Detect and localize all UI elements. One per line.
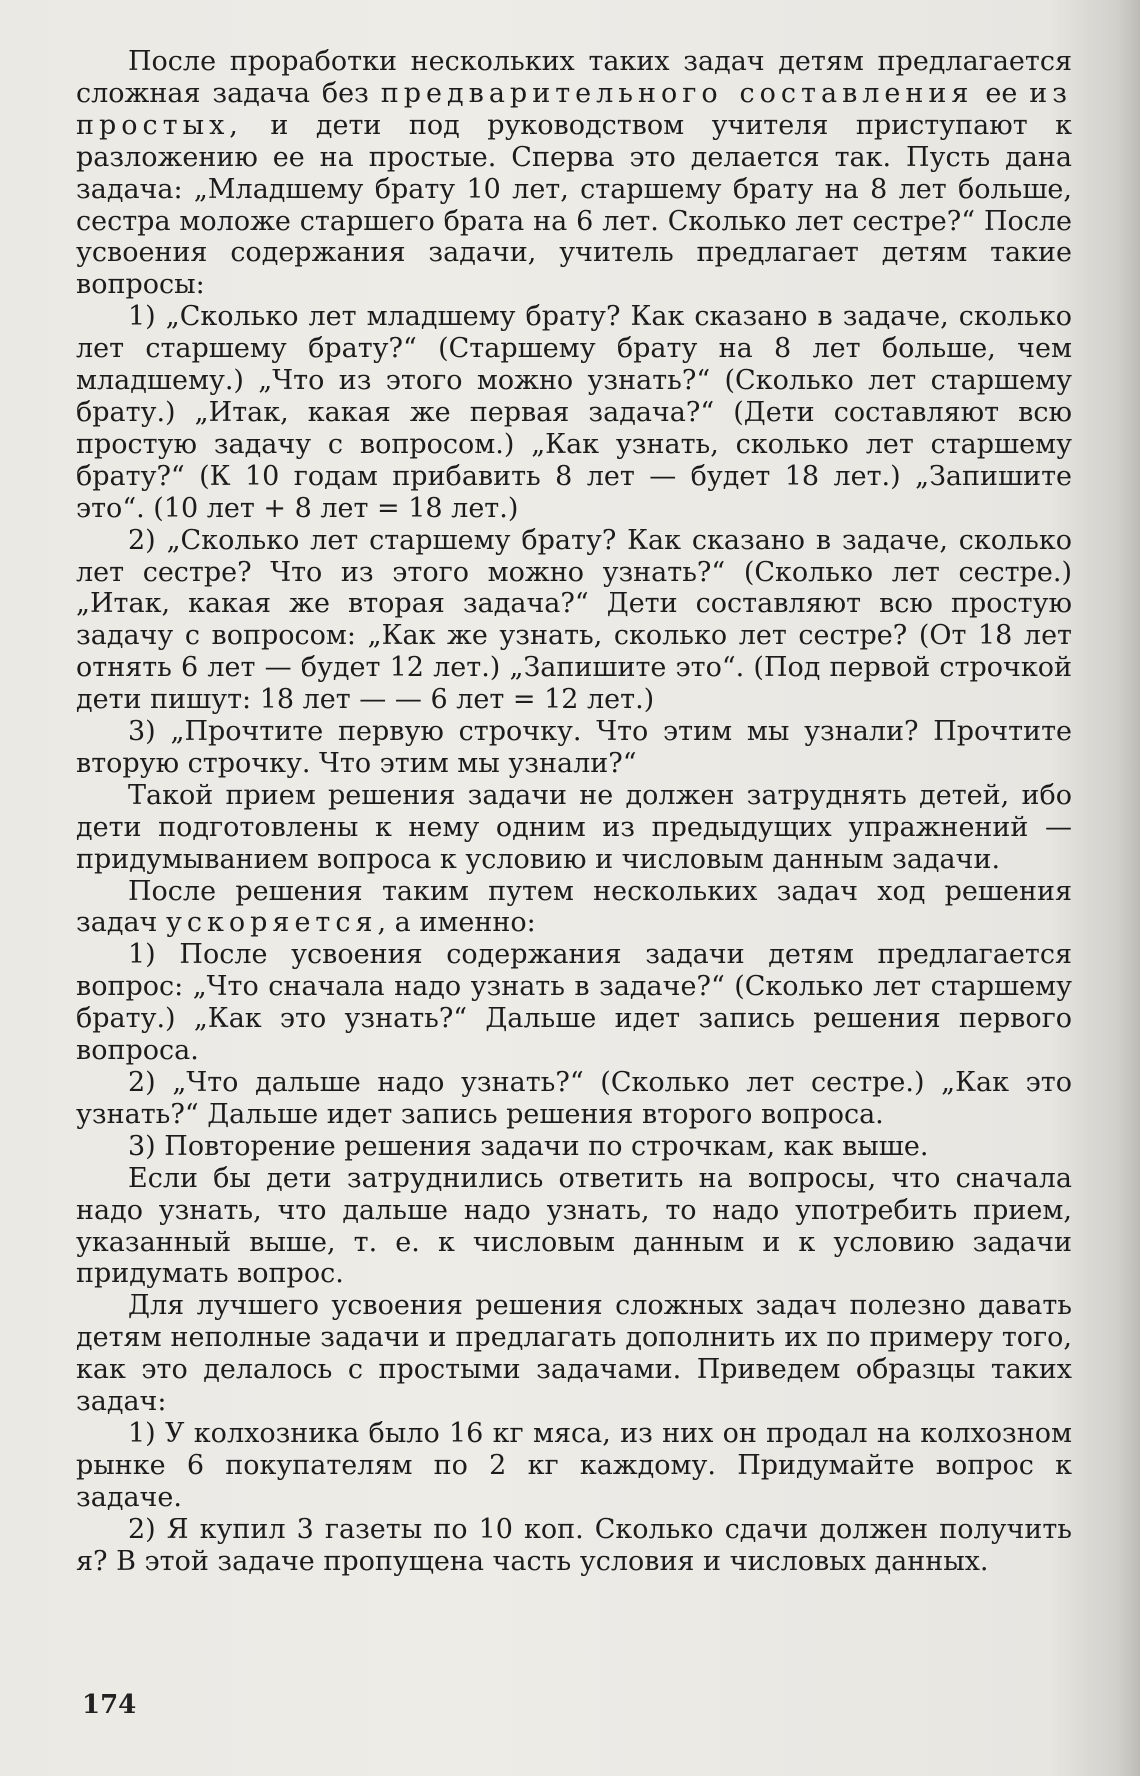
paragraph-3: 2) „Сколько лет старшему брату? Как сказано в задаче, сколько лет сестре? Что из этого можно узнать?“ (Сколько лет сестре.) „Итак, какая же вторая задача?“ Дети составляют всю простую задачу с вопросом: „Как же узнать, сколько лет сестре? (От 18 лет отнять 6 лет — будет 12 лет.) „Запишите это“. (Под первой строчкой дети пишут: 18 лет — — 6 лет = 12 лет.) [76,524,1072,716]
paragraph-7: 1) После усвоения содержания задачи детям предлагается вопрос: „Что сначала надо узнать в задаче?“ (Сколько лет старшему брату.) „Как это узнать?“ Дальше идет запись решения первого вопроса. [76,939,1072,1067]
paragraph-4: 3) „Прочтите первую строчку. Что этим мы узнали? Прочтите вторую строчку. Что этим мы узнали?“ [76,716,1072,779]
paragraph-6-text-b: , а именно: [377,907,536,939]
paragraph-1-text-a: После проработки нескольких таких задач детям предлагается сложная задача без [76,46,1072,109]
paragraph-6-text-a: После решения таким путем нескольких задач ход решения задач [76,875,1072,939]
page-number: 174 [82,1690,137,1720]
paragraph-13: 2) Я купил 3 газеты по 10 коп. Сколько сдачи должен получить я? В этой задаче пропущена часть условия и числовых данных. [76,1513,1072,1577]
paragraph-12: 1) У колхозника было 16 кг мяса, из них он продал на колхозном рынке 6 покупателям по 2 кг каждому. Придумайте вопрос к задаче. [76,1417,1072,1513]
paragraph-5: Такой прием решения задачи не должен затруднять детей, ибо дети подготовлены к нему одним из предыдущих упражнений — придумыванием вопроса к условию и числовым данным задачи. [76,779,1072,875]
paragraph-8: 2) „Что дальше надо узнать?“ (Сколько лет сестре.) „Как это узнать?“ Дальше идет запись решения второго вопроса. [76,1067,1072,1130]
paragraph-2: 1) „Сколько лет младшему брату? Как сказано в задаче, сколько лет старшему брату?“ (Старшему брату на 8 лет больше, чем младшему.) „Что из этого можно узнать?“ (Сколько лет старшему брату.) „Итак, какая же первая задача?“ (Дети составляют всю простую задачу с вопросом.) „Как узнать, сколько лет старшему брату?“ (К 10 годам прибавить 8 лет — будет 18 лет.) „Запишите это“. (10 лет + 8 лет = 18 лет.) [76,301,1072,524]
paragraph-1-spaced-b: из простых, [76,77,1072,141]
paragraph-1-text-c: и дети под руководством учителя приступают к разложению ее на простые. Сперва это делается так. Пусть дана задача: „Младшему брату 10 лет, старшему брату на 8 лет больше, сестра моложе старшего брата на 6 лет. Сколько лет сестре?“ После усвоения содержания задачи, учитель предлагает детям такие вопросы: [76,109,1072,301]
paragraph-10: Если бы дети затруднились ответить на вопросы, что сначала надо узнать, что дальше надо узнать, то надо употребить прием, указанный выше, т. е. к числовым данным и к условию задачи придумать вопрос. [76,1162,1072,1290]
paragraph-1 [76,46,1072,301]
paragraph-6 [76,876,1072,940]
paragraph-6-spaced: ускоряется [165,907,378,939]
paragraph-9: 3) Повторение решения задачи по строчкам, как выше. [128,1130,929,1162]
paragraph-1-spaced-a: предварительного составления [380,77,974,109]
paragraph-1-text-b: ее [973,77,1030,109]
paragraph-11: Для лучшего усвоения решения сложных задач полезно давать детям неполные задачи и предлагать дополнить их по примеру того, как это делалось с простыми задачами. Приведем образцы таких задач: [76,1290,1072,1418]
page-text [76,46,1072,1578]
